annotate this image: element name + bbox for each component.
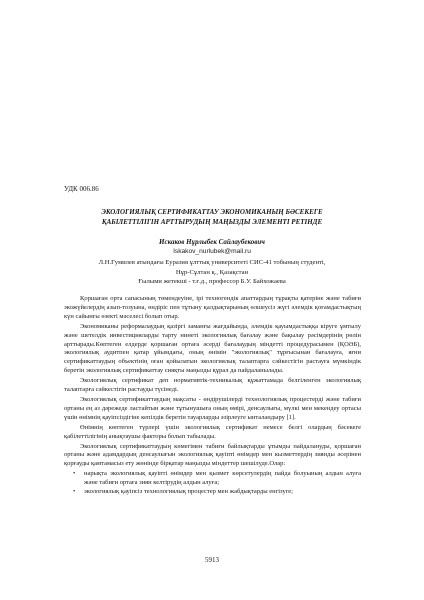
- article-body: [64, 295, 361, 497]
- udk-code: УДК 006.86: [64, 185, 99, 193]
- author-name: Искаков Нұрлыбек Сайлаубекович: [159, 238, 265, 246]
- paragraph: Өнімнің көптеген түрлері үшін экологиялық сертификат немесе белгі олардың бәсекеге қабілеттілігінің анықтаушы факторы болып табылады.: [64, 423, 361, 440]
- affiliation: [64, 258, 360, 287]
- page-number: 5913: [205, 556, 219, 564]
- bullet-icon: •: [73, 488, 76, 496]
- bullet-icon: •: [73, 470, 76, 478]
- paragraph: Экологиялық сертификат деп нормативтік-техникалық құжаттамада белгіленген экологиялық талаптарға сәйкестігін растауды түсінеді.: [64, 377, 361, 394]
- author-email: Iskakov_nurlubek@mail.ru: [173, 248, 251, 255]
- task-list: [64, 470, 361, 497]
- title-line-2: ҚАБІЛЕТТІЛІГІН АРТТЫРУДЫҢ МАҢЫЗДЫ ЭЛЕМЕНТІ РЕТІНДЕ: [101, 218, 323, 226]
- list-item-text: нарықта экологиялық қауіпті өнімдер мен қызмет көрсетулердің пайда болуының алдын алуға және табиғи ортаға зиян келтірудің алдын алуға;: [84, 470, 361, 487]
- article-title: [64, 207, 360, 227]
- paragraph: Қоршаған орта сапасының төмендеуіне, ірі техногендік апаттардың тұрақты қатеріне және табиғи экожүйелердің азып-тозуына, өндіріс пен тұтыну қалдықтарының өлшеусіз жүгі әлемдік қоғамдастықтың күн сайынғы өзекті мәселесі болып отыр.: [64, 295, 361, 320]
- list-item: [73, 488, 361, 497]
- paragraph: Экологиялық сертификаттаудың көмегімен табиғи байлықтарды ұтымды пайдалануды, қоршаған ортаны және адамдардың денсаулығын экологиялық қауіпті өнімдер мен кызметтердің зиянды әсерінен қорғауды қамтамасыз ету жөнінде бірқатар маңызды міндеттер шешілуде.Олар:: [64, 442, 361, 468]
- paragraph: Экологиялық сертификаттаудың мақсаты - өндірушілерді технологиялық процестерді және табиғи ортаны ең аз дәрежеде ластайтын және тұтынушыға оның өмірі, денсаулығы, мүлкі мен мекендеу ортасы үшін өнімнің қауіпсіздігіне кепілдік беретін тауарларды әзірлеуге ынталандыру [1].: [64, 395, 361, 421]
- affiliation-line-1: Л.Н.Гумилев атындағы Еуразия ұлттық университеті СИС-41 тобының студенті,: [98, 259, 326, 266]
- affiliation-line-2: Нұр-Сұлтан қ., Қазақстан: [175, 268, 249, 276]
- list-item-text: экологиялық қауіпсіз технологиялық процестер мен жабдықтарды енгізуге;: [84, 488, 293, 496]
- list-item: [73, 470, 361, 488]
- title-line-1: ЭКОЛОГИЯЛЫҚ СЕРТИФИКАТТАУ ЭКОНОМИКАНЫҢ БӘСЕКЕГЕ: [101, 208, 323, 216]
- paragraph: Экономиканы реформалаудың қазіргі заманғы жағдайында, әлемдік қауымдастыққа кіруге ұмтылу және шетелдік инвестицияларды тарту нинеті экологиялық бағалау және бақылау рәсімдерінің рөлін арттырады.Көптеген елдерде қоршаған ортаға әсерді бағалаудың міндетті процедурасымен (ҚОӘБ), экологиялық аудитпен қатар ұйымдағы, оның өнімін "экологиялық" тұрғысынан бағалауға, яғни сертификаттаудың объектінің оған қойылатын экологиялық талаптарға сәйкестігін растауға мүмкіндік беретін экологиялық сертификаттау сияқты маңызды құрал да пайдаланылады.: [64, 322, 361, 375]
- supervisor-line: Ғылыми жетекші - т.ғ.д., профессор Б.У. Байхожаева: [138, 278, 286, 286]
